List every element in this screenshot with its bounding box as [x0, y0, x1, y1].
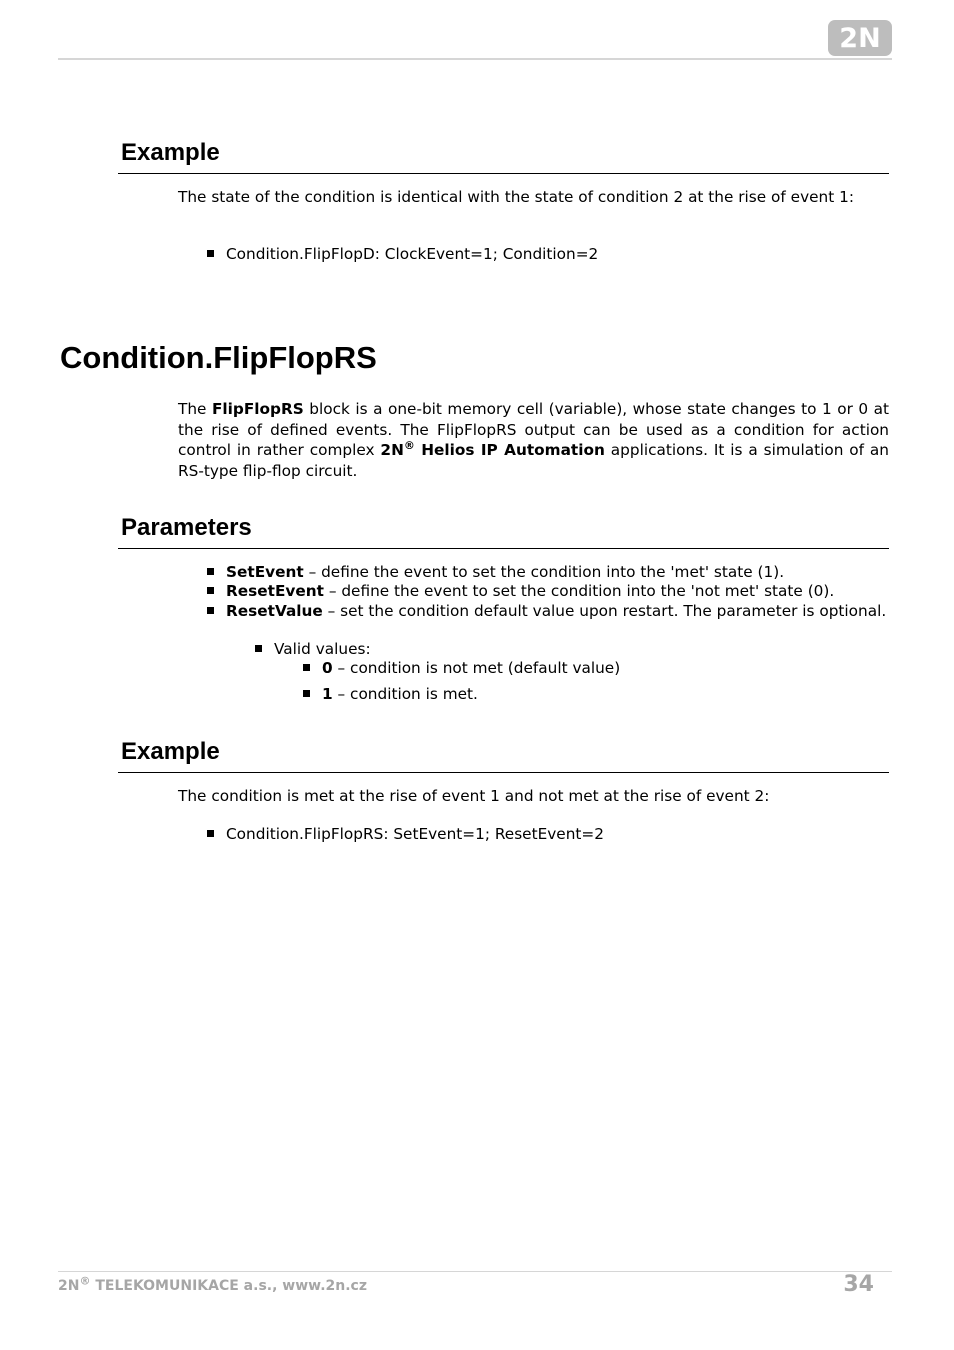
- section-title-example: Example: [118, 737, 889, 773]
- intro-text-3: applications. It is a simulation of an RS-type flip-flop circuit.: [178, 441, 889, 480]
- registered-mark: ®: [403, 438, 415, 452]
- footer-brand: 2N: [58, 1278, 80, 1294]
- param-name: ResetValue: [226, 602, 323, 620]
- example-bullet: Condition.FlipFlopD: ClockEvent=1; Condition=2: [226, 245, 599, 263]
- value-code: 1: [322, 685, 333, 703]
- param-desc: – set the condition default value upon restart. The parameter is optional.: [322, 602, 887, 620]
- example-text: The condition is met at the rise of event 1 and not met at the rise of event 2:: [178, 787, 770, 805]
- chapter-title: Condition.FlipFlopRS: [60, 340, 377, 375]
- intro-bold-2n: 2N: [380, 441, 404, 459]
- value-desc: – condition is not met (default value): [332, 659, 621, 677]
- param-resetvalue: [226, 602, 889, 622]
- intro-bold-product: Helios IP Automation: [414, 441, 605, 459]
- value-desc: – condition is met.: [332, 685, 478, 703]
- footer-company: [58, 1274, 367, 1294]
- intro-paragraph: [178, 399, 889, 481]
- value-code: 0: [322, 659, 333, 677]
- section-title-example: Example: [118, 138, 889, 174]
- header-divider: [58, 58, 892, 60]
- footer-divider: [58, 1271, 892, 1272]
- param-name: SetEvent: [226, 563, 304, 581]
- param-setevent: [226, 563, 889, 583]
- footer-company-rest: TELEKOMUNIKACE a.s., www.2n.cz: [90, 1278, 367, 1294]
- example-text: The state of the condition is identical with the state of condition 2 at the rise of event 1:: [178, 188, 854, 206]
- param-desc: – define the event to set the condition into the 'met' state (1).: [303, 563, 785, 581]
- intro-text-2: block is a one-bit memory cell (variable), whose state changes to 1 or 0 at the rise of defined events. The FlipFlopRS output can be used as a condition for action control in rather complex: [178, 400, 889, 459]
- intro-bold-flipfloprs: FlipFlopRS: [211, 400, 304, 418]
- valid-values-label: Valid values:: [274, 640, 371, 658]
- param-resetevent: [226, 582, 889, 602]
- value-item-1: [322, 685, 478, 705]
- 2n-logo: 2N: [828, 20, 892, 56]
- param-name: ResetEvent: [226, 582, 324, 600]
- value-item-0: [322, 659, 620, 679]
- intro-text-1: The: [178, 400, 212, 418]
- section-title-parameters: Parameters: [118, 513, 889, 549]
- example-bullet: Condition.FlipFlopRS: SetEvent=1; ResetEvent=2: [226, 825, 604, 843]
- footer-registered-mark: ®: [79, 1274, 91, 1288]
- page-number: 34: [843, 1272, 874, 1297]
- param-desc: – define the event to set the condition into the 'not met' state (0).: [323, 582, 835, 600]
